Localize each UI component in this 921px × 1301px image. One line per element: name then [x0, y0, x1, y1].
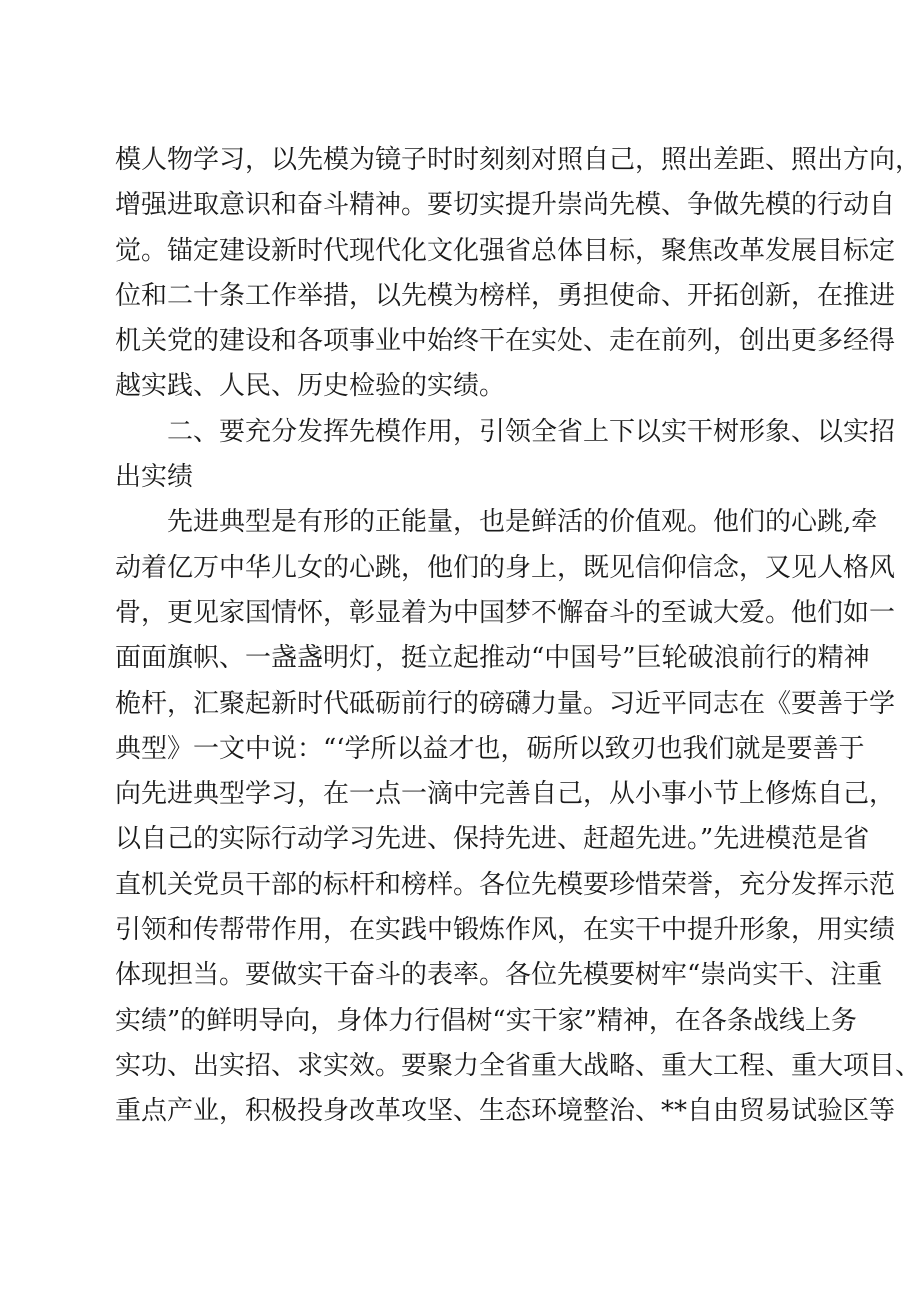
text-line: 重点产业，积极投身改革攻坚、生态环境整治、**自由贸易试验区等	[115, 1096, 896, 1127]
text-line: 越实践、人民、历史检验的实绩。	[115, 371, 506, 402]
text-line: 机关党的建设和各项事业中始终干在实处、走在前列，创出更多经得	[115, 326, 896, 357]
text-line: 实功、出实招、求实效。要聚力全省重大战略、重大工程、重大项目、	[115, 1050, 921, 1081]
text-line: 觉。锚定建设新时代现代化文化强省总体目标，聚焦改革发展目标定	[115, 235, 896, 266]
text-line: 体现担当。要做实干奋斗的表率。各位先模要树牢“崇尚实干、注重	[115, 960, 883, 991]
text-line: 出实绩	[115, 462, 194, 493]
text-line: 位和二十条工作举措，以先模为榜样，勇担使命、开拓创新，在推进	[115, 280, 896, 311]
text-line: 向先进典型学习，在一点一滴中完善自己，从小事小节上修炼自己，	[115, 779, 896, 810]
text-line: 先进典型是有形的正能量，也是鲜活的价值观。他们的心跳,牵	[167, 507, 878, 538]
text-line: 实绩”的鲜明导向，身体力行倡树“实干家”精神，在各条战线上务	[115, 1005, 857, 1036]
text-line: 二、要充分发挥先模作用，引领全省上下以实干树形象、以实招	[167, 416, 896, 447]
text-line: 骨，更见家国情怀，彰显着为中国梦不懈奋斗的至诚大爱。他们如一	[115, 597, 896, 628]
body-text	[115, 138, 921, 1135]
text-line: 动着亿万中华儿女的心跳，他们的身上，既见信仰信念，又见人格风	[115, 552, 896, 583]
text-line: 引领和传帮带作用，在实践中锻炼作风，在实干中提升形象，用实绩	[115, 915, 896, 946]
text-line: 直机关党员干部的标杆和榜样。各位先模要珍惜荣誉，充分发挥示范	[115, 869, 896, 900]
text-line: 以自己的实际行动学习先进、保持先进、赶超先进。”先进模范是省	[115, 824, 870, 855]
text-line: 面面旗帜、一盏盏明灯，挺立起推动“中国号”巨轮破浪前行的精神	[115, 643, 870, 674]
text-line: 桅杆，汇聚起新时代砥砺前行的磅礴力量。习近平同志在《要善于学	[115, 688, 896, 719]
text-line: 典型》一文中说：“‘学所以益才也，砺所以致刃也我们就是要善于	[115, 733, 865, 764]
text-line: 模人物学习，以先模为镜子时时刻刻对照自己，照出差距、照出方向，	[115, 145, 921, 175]
text-line: 增强进取意识和奋斗精神。要切实提升崇尚先模、争做先模的行动自	[115, 190, 896, 221]
